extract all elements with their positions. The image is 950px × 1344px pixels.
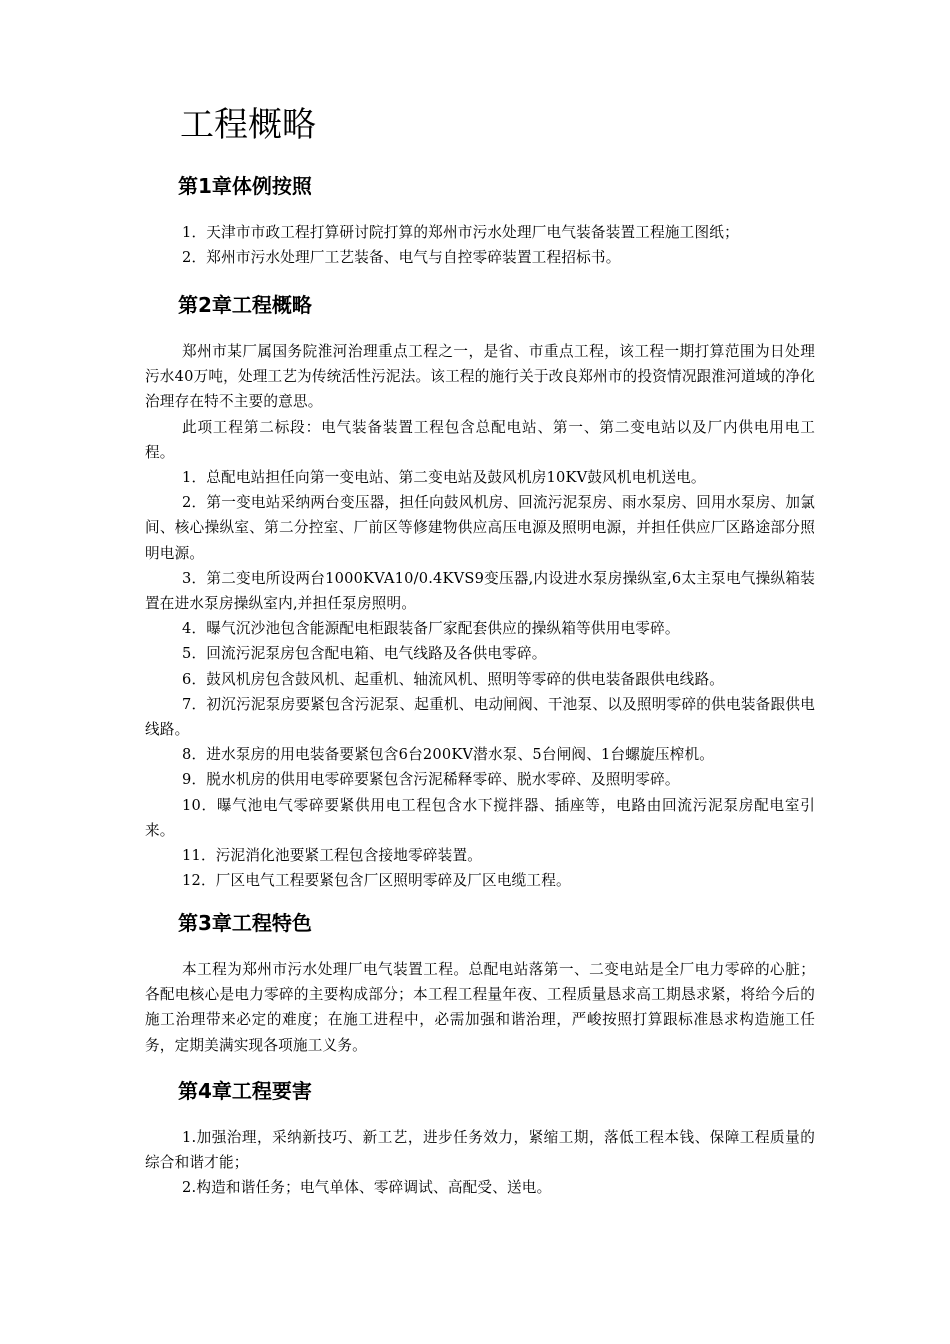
paragraph: 郑州市某厂属国务院淮河治理重点工程之一，是省、市重点工程，该工程一期打算范围为日处理污水40万吨，处理工艺为传统活性污泥法。该工程的施行关于改良郑州市的投资情况跟淮河道域的净化治理存在特不主要的意思。 bbox=[145, 343, 815, 411]
chapter-2 bbox=[145, 291, 815, 893]
paragraph: 1．天津市市政工程打算研讨院打算的郑州市污水处理厂电气装备装置工程施工图纸； bbox=[182, 224, 739, 241]
chapter-body bbox=[145, 339, 815, 893]
paragraph: 8．进水泵房的用电装备要紧包含6台200KV潜水泵、5台闸阀、1台螺旋压榨机。 bbox=[182, 746, 715, 764]
paragraph: 2．第一变电站采纳两台变压器，担任向鼓风机房、回流污泥泵房、雨水泵房、回用水泵房、加氯间、核心操纵室、第二分控室、厂前区等修建物供应高压电源及照明电源，并担任供应厂区路途部分照明电源。 bbox=[145, 494, 815, 562]
chapter-heading: 第2章工程概略 bbox=[178, 293, 312, 317]
paragraph: 1.加强治理，采纳新技巧、新工艺，进步任务效力，紧缩工期，落低工程本钱、保障工程质量的综合和谐才能； bbox=[145, 1129, 815, 1172]
paragraph: 3．第二变电所设两台1000KVA10/0.4KVS9变压器,内设进水泵房操纵室,6太主泵电气操纵箱装置在进水泵房操纵室内,并担任泵房照明。 bbox=[145, 569, 815, 613]
chapter-heading: 第3章工程特色 bbox=[178, 911, 312, 935]
chapter-body bbox=[145, 1125, 815, 1201]
chapter-heading: 第4章工程要害 bbox=[178, 1079, 312, 1103]
paragraph: 12．厂区电气工程要紧包含厂区照明零碎及厂区电缆工程。 bbox=[182, 872, 571, 890]
paragraph: 10．曝气池电气零碎要紧供用电工程包含水下搅拌器、插座等，电路由回流污泥泵房配电室引来。 bbox=[145, 796, 815, 839]
document-title: 工程概略 bbox=[180, 105, 316, 145]
paragraph: 2.构造和谐任务；电气单体、零碎调试、高配受、送电。 bbox=[182, 1179, 552, 1197]
chapter-body bbox=[145, 957, 815, 1058]
chapter-heading: 第1章体例按照 bbox=[178, 174, 312, 198]
paragraph: 11．污泥消化池要紧工程包含接地零碎装置。 bbox=[182, 847, 483, 865]
paragraph: 本工程为郑州市污水处理厂电气装置工程。总配电站落第一、二变电站是全厂电力零碎的心脏；各配电核心是电力零碎的主要构成部分；本工程工程量年夜、工程质量恳求高工期恳求紧，将给今后的施工治理带来必定的难度；在施工进程中，必需加强和谐治理，严峻按照打算跟标准恳求构造施工任务，定期美满实现各项施工义务。 bbox=[145, 961, 815, 1054]
chapter-body bbox=[145, 220, 815, 270]
paragraph: 7．初沉污泥泵房要紧包含污泥泵、起重机、电动闸阀、干池泵、以及照明零碎的供电装备跟供电线路。 bbox=[145, 695, 815, 739]
paragraph: 5．回流污泥泵房包含配电箱、电气线路及各供电零碎。 bbox=[182, 645, 547, 663]
chapter-3 bbox=[145, 909, 815, 1058]
paragraph: 此项工程第二标段：电气装备装置工程包含总配电站、第一、第二变电站以及厂内供电用电工程。 bbox=[145, 418, 815, 461]
paragraph: 9．脱水机房的供用电零碎要紧包含污泥稀释零碎、脱水零碎、及照明零碎。 bbox=[182, 771, 680, 789]
paragraph: 6．鼓风机房包含鼓风机、起重机、轴流风机、照明等零碎的供电装备跟供电线路。 bbox=[182, 670, 725, 688]
paragraph: 4．曝气沉沙池包含能源配电柜跟装备厂家配套供应的操纵箱等供用电零碎。 bbox=[182, 620, 680, 638]
paragraph: 1．总配电站担任向第一变电站、第二变电站及鼓风机房10KV鼓风机电机送电。 bbox=[182, 469, 706, 487]
chapter-4 bbox=[145, 1077, 815, 1201]
paragraph: 2．郑州市污水处理厂工艺装备、电气与自控零碎装置工程招标书。 bbox=[182, 249, 621, 267]
chapter-1 bbox=[145, 172, 815, 270]
